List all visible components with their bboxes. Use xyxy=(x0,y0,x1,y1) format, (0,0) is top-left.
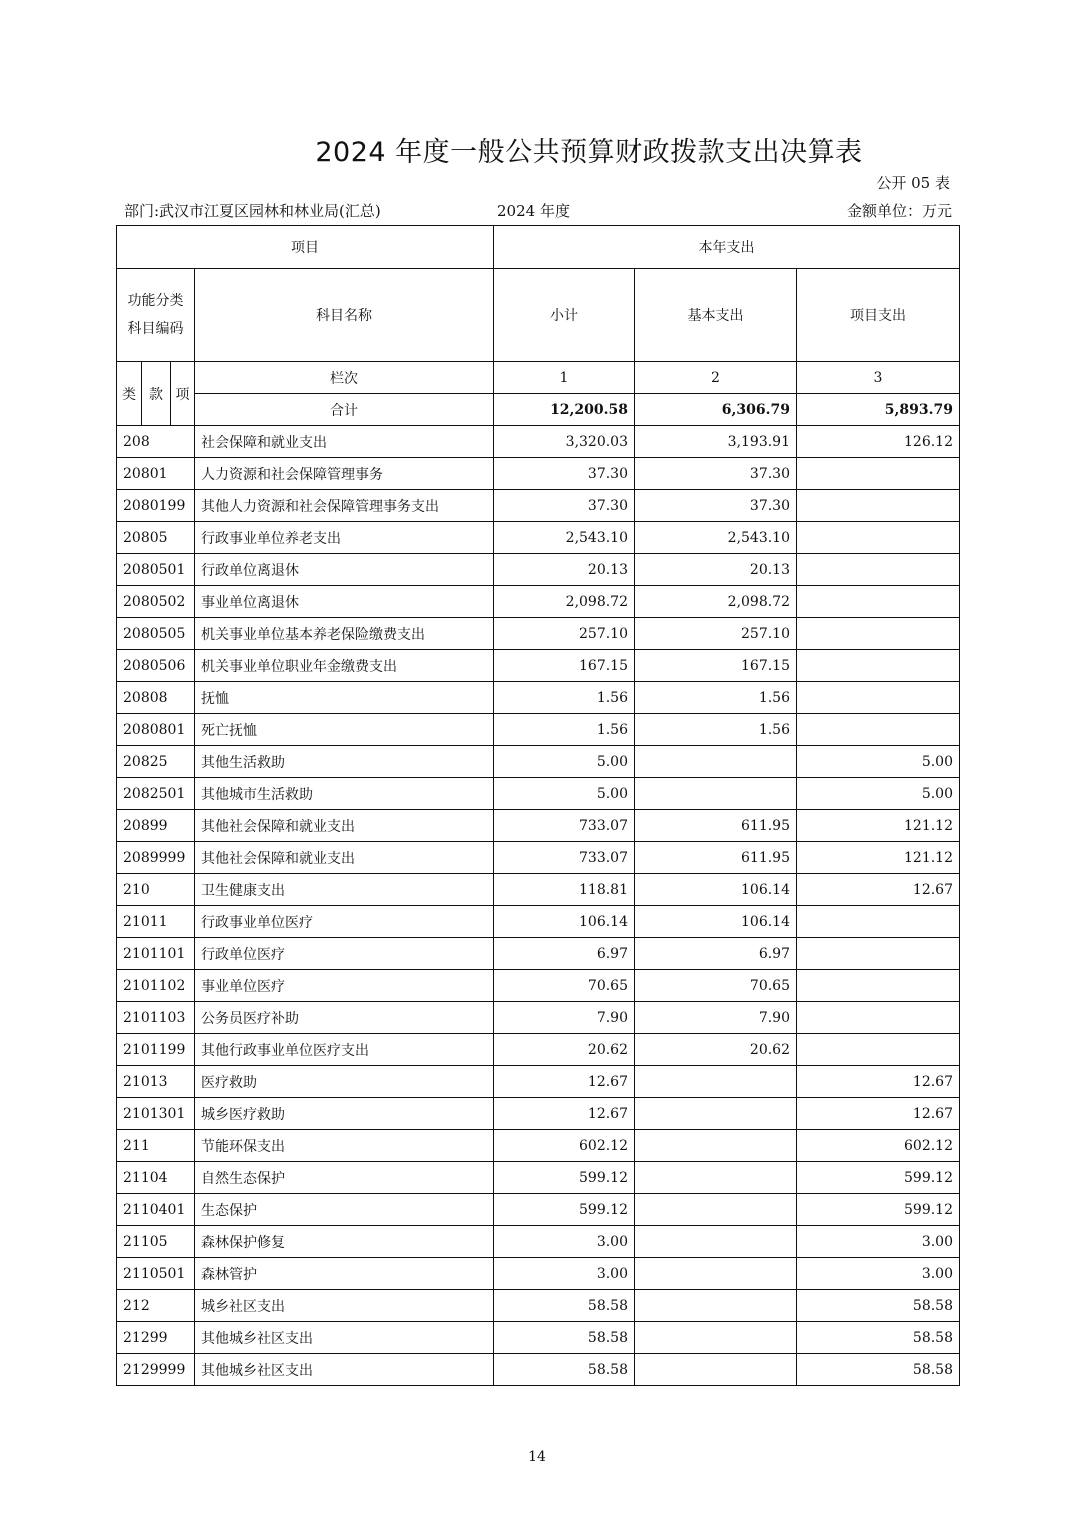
row-subtotal: 6.97 xyxy=(494,938,635,970)
row-project-expenditure: 599.12 xyxy=(797,1162,960,1194)
row-basic-expenditure xyxy=(635,1194,797,1226)
row-subject-name: 森林保护修复 xyxy=(195,1226,494,1258)
row-basic-expenditure: 37.30 xyxy=(635,458,797,490)
row-project-expenditure: 121.12 xyxy=(797,842,960,874)
column-number-2: 2 xyxy=(635,362,797,394)
row-basic-expenditure: 167.15 xyxy=(635,650,797,682)
row-subject-name: 其他城乡社区支出 xyxy=(195,1354,494,1386)
row-basic-expenditure: 106.14 xyxy=(635,906,797,938)
row-project-expenditure xyxy=(797,586,960,618)
header-section: 款 xyxy=(142,362,171,426)
row-project-expenditure: 3.00 xyxy=(797,1258,960,1290)
row-basic-expenditure: 1.56 xyxy=(635,714,797,746)
row-project-expenditure xyxy=(797,522,960,554)
row-basic-expenditure xyxy=(635,746,797,778)
row-project-expenditure xyxy=(797,650,960,682)
row-project-expenditure xyxy=(797,554,960,586)
table-row xyxy=(117,1066,960,1098)
row-project-expenditure xyxy=(797,458,960,490)
row-code: 2110401 xyxy=(117,1194,195,1226)
row-subtotal: 3.00 xyxy=(494,1226,635,1258)
row-subtotal: 20.62 xyxy=(494,1034,635,1066)
row-subtotal: 5.00 xyxy=(494,778,635,810)
row-subject-name: 死亡抚恤 xyxy=(195,714,494,746)
row-subject-name: 抚恤 xyxy=(195,682,494,714)
row-subtotal: 3.00 xyxy=(494,1258,635,1290)
row-project-expenditure: 5.00 xyxy=(797,778,960,810)
row-subtotal: 7.90 xyxy=(494,1002,635,1034)
row-code: 21011 xyxy=(117,906,195,938)
row-code: 21299 xyxy=(117,1322,195,1354)
row-subject-name: 其他行政事业单位医疗支出 xyxy=(195,1034,494,1066)
header-class: 类 xyxy=(117,362,142,426)
row-code: 2080199 xyxy=(117,490,195,522)
row-project-expenditure: 5.00 xyxy=(797,746,960,778)
row-basic-expenditure: 7.90 xyxy=(635,1002,797,1034)
row-basic-expenditure xyxy=(635,1290,797,1322)
row-subtotal: 20.13 xyxy=(494,554,635,586)
row-subject-name: 城乡社区支出 xyxy=(195,1290,494,1322)
fiscal-year-label: 2024 年度 xyxy=(497,202,570,220)
row-code: 2129999 xyxy=(117,1354,195,1386)
currency-unit-label: 金额单位：万元 xyxy=(846,202,952,220)
row-code: 2080506 xyxy=(117,650,195,682)
row-basic-expenditure: 3,193.91 xyxy=(635,426,797,458)
table-row xyxy=(117,810,960,842)
row-code: 21105 xyxy=(117,1226,195,1258)
row-code: 2101101 xyxy=(117,938,195,970)
row-basic-expenditure xyxy=(635,1098,797,1130)
table-row xyxy=(117,906,960,938)
table-row xyxy=(117,842,960,874)
row-subject-name: 其他人力资源和社会保障管理事务支出 xyxy=(195,490,494,522)
total-basic: 6,306.79 xyxy=(635,394,797,426)
row-project-expenditure: 12.67 xyxy=(797,1098,960,1130)
row-project-expenditure: 12.67 xyxy=(797,1066,960,1098)
row-basic-expenditure: 2,543.10 xyxy=(635,522,797,554)
row-code: 20808 xyxy=(117,682,195,714)
row-subject-name: 人力资源和社会保障管理事务 xyxy=(195,458,494,490)
header-item-col: 项 xyxy=(171,362,195,426)
row-code: 211 xyxy=(117,1130,195,1162)
table-row xyxy=(117,490,960,522)
row-basic-expenditure xyxy=(635,1226,797,1258)
row-subject-name: 节能环保支出 xyxy=(195,1130,494,1162)
row-subtotal: 1.56 xyxy=(494,682,635,714)
row-basic-expenditure: 37.30 xyxy=(635,490,797,522)
row-code: 210 xyxy=(117,874,195,906)
header-row-top xyxy=(117,226,960,269)
row-code: 208 xyxy=(117,426,195,458)
row-project-expenditure xyxy=(797,938,960,970)
row-project-expenditure xyxy=(797,714,960,746)
header-current-year-expenditure: 本年支出 xyxy=(494,226,960,269)
row-code: 2101199 xyxy=(117,1034,195,1066)
table-row xyxy=(117,970,960,1002)
row-basic-expenditure: 1.56 xyxy=(635,682,797,714)
row-code: 212 xyxy=(117,1290,195,1322)
row-code: 2101301 xyxy=(117,1098,195,1130)
table-row xyxy=(117,650,960,682)
row-basic-expenditure: 20.62 xyxy=(635,1034,797,1066)
column-number-1: 1 xyxy=(494,362,635,394)
header-subject-name: 科目名称 xyxy=(195,269,494,362)
row-code: 2082501 xyxy=(117,778,195,810)
table-row xyxy=(117,778,960,810)
table-row xyxy=(117,1322,960,1354)
row-subject-name: 机关事业单位基本养老保险缴费支出 xyxy=(195,618,494,650)
table-row xyxy=(117,1162,960,1194)
row-subject-name: 行政单位离退休 xyxy=(195,554,494,586)
page-number: 14 xyxy=(528,1449,546,1465)
row-subject-name: 其他生活救助 xyxy=(195,746,494,778)
row-subtotal: 3,320.03 xyxy=(494,426,635,458)
header-basic-expenditure: 基本支出 xyxy=(635,269,797,362)
row-subtotal: 58.58 xyxy=(494,1354,635,1386)
row-subtotal: 1.56 xyxy=(494,714,635,746)
column-number-3: 3 xyxy=(797,362,960,394)
total-row xyxy=(117,394,960,426)
table-row xyxy=(117,522,960,554)
table-row xyxy=(117,1034,960,1066)
row-subtotal: 602.12 xyxy=(494,1130,635,1162)
row-project-expenditure: 602.12 xyxy=(797,1130,960,1162)
row-code: 20805 xyxy=(117,522,195,554)
row-subject-name: 其他城乡社区支出 xyxy=(195,1322,494,1354)
table-row xyxy=(117,682,960,714)
header-subtotal: 小计 xyxy=(494,269,635,362)
row-subject-name: 行政单位医疗 xyxy=(195,938,494,970)
total-subtotal: 12,200.58 xyxy=(494,394,635,426)
table-row xyxy=(117,746,960,778)
table-row xyxy=(117,618,960,650)
row-project-expenditure xyxy=(797,1002,960,1034)
row-subtotal: 58.58 xyxy=(494,1322,635,1354)
row-code: 2080502 xyxy=(117,586,195,618)
total-label: 合计 xyxy=(195,394,494,426)
row-subject-name: 社会保障和就业支出 xyxy=(195,426,494,458)
row-basic-expenditure xyxy=(635,1066,797,1098)
row-code: 2110501 xyxy=(117,1258,195,1290)
row-code: 20825 xyxy=(117,746,195,778)
row-subject-name: 行政事业单位医疗 xyxy=(195,906,494,938)
row-subject-name: 其他城市生活救助 xyxy=(195,778,494,810)
row-code: 21013 xyxy=(117,1066,195,1098)
row-project-expenditure xyxy=(797,970,960,1002)
row-project-expenditure: 126.12 xyxy=(797,426,960,458)
row-basic-expenditure: 611.95 xyxy=(635,842,797,874)
table-row xyxy=(117,1226,960,1258)
row-subtotal: 37.30 xyxy=(494,458,635,490)
header-code-line2: 科目编码 xyxy=(127,321,184,337)
row-subject-name: 事业单位离退休 xyxy=(195,586,494,618)
row-subject-name: 城乡医疗救助 xyxy=(195,1098,494,1130)
row-subtotal: 106.14 xyxy=(494,906,635,938)
table-row xyxy=(117,1130,960,1162)
table-row xyxy=(117,1098,960,1130)
row-code: 2089999 xyxy=(117,842,195,874)
row-basic-expenditure xyxy=(635,1162,797,1194)
row-subtotal: 599.12 xyxy=(494,1162,635,1194)
header-code-line1: 功能分类 xyxy=(127,293,184,309)
row-project-expenditure xyxy=(797,618,960,650)
table-row xyxy=(117,426,960,458)
table-row xyxy=(117,938,960,970)
total-project: 5,893.79 xyxy=(797,394,960,426)
row-project-expenditure: 121.12 xyxy=(797,810,960,842)
header-project-expenditure: 项目支出 xyxy=(797,269,960,362)
table-row xyxy=(117,874,960,906)
table-row xyxy=(117,1354,960,1386)
row-subtotal: 733.07 xyxy=(494,810,635,842)
row-project-expenditure: 3.00 xyxy=(797,1226,960,1258)
row-subject-name: 自然生态保护 xyxy=(195,1162,494,1194)
row-project-expenditure: 12.67 xyxy=(797,874,960,906)
row-project-expenditure xyxy=(797,1034,960,1066)
row-basic-expenditure: 2,098.72 xyxy=(635,586,797,618)
row-basic-expenditure xyxy=(635,1354,797,1386)
row-subject-name: 公务员医疗补助 xyxy=(195,1002,494,1034)
row-subtotal: 70.65 xyxy=(494,970,635,1002)
row-subtotal: 2,543.10 xyxy=(494,522,635,554)
column-order-row xyxy=(117,362,960,394)
row-basic-expenditure: 611.95 xyxy=(635,810,797,842)
row-basic-expenditure: 6.97 xyxy=(635,938,797,970)
row-subtotal: 167.15 xyxy=(494,650,635,682)
department-label: 部门:武汉市江夏区园林和林业局(汇总) xyxy=(124,202,381,220)
row-code: 2080501 xyxy=(117,554,195,586)
row-subtotal: 599.12 xyxy=(494,1194,635,1226)
row-project-expenditure xyxy=(797,906,960,938)
row-basic-expenditure: 257.10 xyxy=(635,618,797,650)
row-basic-expenditure: 106.14 xyxy=(635,874,797,906)
row-subtotal: 2,098.72 xyxy=(494,586,635,618)
table-row xyxy=(117,554,960,586)
row-project-expenditure: 599.12 xyxy=(797,1194,960,1226)
row-subject-name: 森林管护 xyxy=(195,1258,494,1290)
row-basic-expenditure xyxy=(635,778,797,810)
row-code: 2080505 xyxy=(117,618,195,650)
table-row xyxy=(117,458,960,490)
table-row xyxy=(117,1194,960,1226)
table-row xyxy=(117,1002,960,1034)
row-subject-name: 其他社会保障和就业支出 xyxy=(195,810,494,842)
header-row-columns xyxy=(117,269,960,362)
row-project-expenditure xyxy=(797,682,960,714)
row-subtotal: 12.67 xyxy=(494,1098,635,1130)
header-function-code xyxy=(117,269,195,362)
row-basic-expenditure: 70.65 xyxy=(635,970,797,1002)
row-subject-name: 生态保护 xyxy=(195,1194,494,1226)
row-subject-name: 事业单位医疗 xyxy=(195,970,494,1002)
row-project-expenditure xyxy=(797,490,960,522)
row-code: 2101102 xyxy=(117,970,195,1002)
row-code: 20801 xyxy=(117,458,195,490)
row-subject-name: 行政事业单位养老支出 xyxy=(195,522,494,554)
row-subtotal: 12.67 xyxy=(494,1066,635,1098)
row-project-expenditure: 58.58 xyxy=(797,1354,960,1386)
row-code: 21104 xyxy=(117,1162,195,1194)
table-row xyxy=(117,1258,960,1290)
row-subtotal: 5.00 xyxy=(494,746,635,778)
row-subtotal: 58.58 xyxy=(494,1290,635,1322)
table-row xyxy=(117,714,960,746)
row-subject-name: 机关事业单位职业年金缴费支出 xyxy=(195,650,494,682)
column-order-label: 栏次 xyxy=(195,362,494,394)
row-project-expenditure: 58.58 xyxy=(797,1322,960,1354)
row-subtotal: 733.07 xyxy=(494,842,635,874)
page-title: 2024 年度一般公共预算财政拨款支出决算表 xyxy=(315,137,863,168)
row-code: 2080801 xyxy=(117,714,195,746)
row-subject-name: 医疗救助 xyxy=(195,1066,494,1098)
row-subject-name: 卫生健康支出 xyxy=(195,874,494,906)
row-basic-expenditure xyxy=(635,1322,797,1354)
header-item: 项目 xyxy=(117,226,494,269)
row-code: 20899 xyxy=(117,810,195,842)
row-subtotal: 257.10 xyxy=(494,618,635,650)
row-basic-expenditure xyxy=(635,1258,797,1290)
row-code: 2101103 xyxy=(117,1002,195,1034)
row-project-expenditure: 58.58 xyxy=(797,1290,960,1322)
row-subtotal: 37.30 xyxy=(494,490,635,522)
row-subject-name: 其他社会保障和就业支出 xyxy=(195,842,494,874)
row-subtotal: 118.81 xyxy=(494,874,635,906)
table-row xyxy=(117,1290,960,1322)
row-basic-expenditure: 20.13 xyxy=(635,554,797,586)
table-row xyxy=(117,586,960,618)
form-number: 公开 05 表 xyxy=(876,174,950,192)
expenditure-table xyxy=(116,225,960,1386)
row-basic-expenditure xyxy=(635,1130,797,1162)
